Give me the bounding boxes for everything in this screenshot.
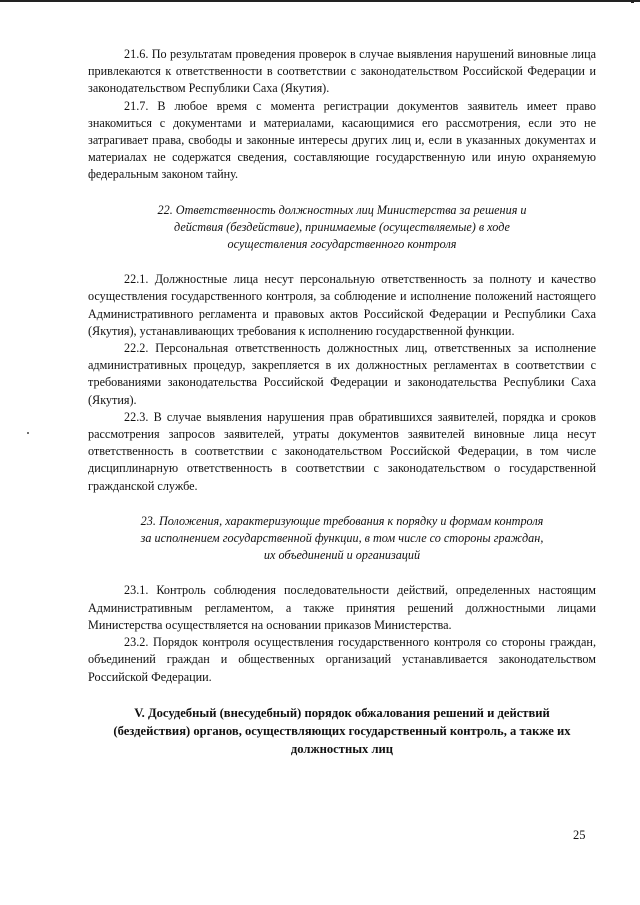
paragraph-22-3: 22.3. В случае выявления нарушения прав обратившихся заявителей, порядка и сроков рассмотрения запросов заявителей, утраты документов заявителей виновные лица несут ответственность в соответствии с законодательством Российской Федерации, в том числе дисциплинарную ответственность в соответствии с законодательством о государственной гражданской службе. bbox=[88, 409, 596, 493]
top-edge-rule bbox=[0, 0, 640, 2]
paragraph-21-7: 21.7. В любое время с момента регистрации документов заявитель имеет право знакомиться с документами и материалами, касающимися его рассмотрения, если это не затрагивает права, свободы и законные интересы других лиц и, если в указанных документах и материалах не содержатся сведения, составляющие государственную или иную охраняемую федеральным законом тайну. bbox=[88, 98, 596, 182]
section-23-heading: 23. Положения, характеризующие требования к порядку и формам контроля за исполнением государственной функции, в том числе со стороны граждан, их объединений и организаций bbox=[140, 513, 544, 563]
section-v-heading: V. Досудебный (внесудебный) порядок обжалования решений и действий (бездействия) органов, осуществляющих государственный контроль, а также их должностных лиц bbox=[113, 705, 571, 756]
page-number: 25 bbox=[573, 828, 586, 842]
paragraph-23-2: 23.2. Порядок контроля осуществления государственного контроля со стороны граждан, объединений граждан и общественных организаций устанавливается законодательством Российской Федерации. bbox=[88, 635, 596, 684]
document-page bbox=[88, 46, 596, 758]
paragraph-21-6: 21.6. По результатам проведения проверок в случае выявления нарушений виновные лица привлекаются к ответственности в соответствии с законодательством Российской Федерации и законодательством Республики Саха (Якутия). bbox=[88, 47, 596, 96]
paragraph-22-2: 22.2. Персональная ответственность должностных лиц, ответственных за исполнение административных процедур, закрепляется в их должностных регламентах в соответствии с требованиями законодательства Российской Федерации и законодательства Республики Саха (Якутия). bbox=[88, 341, 596, 407]
paragraph-23-1: 23.1. Контроль соблюдения последовательности действий, определенных настоящим Административным регламентом, а также принятия решений должностными лицами Министерства осуществляется на основании приказов Министерства. bbox=[88, 583, 596, 632]
scan-mark bbox=[631, 0, 634, 3]
section-22-heading: 22. Ответственность должностных лиц Министерства за решения и действия (бездействие), принимаемые (осуществляемые) в ходе осуществления государственного контроля bbox=[157, 202, 527, 252]
paragraph-22-1: 22.1. Должностные лица несут персональную ответственность за полноту и качество осуществления государственного контроля, за соблюдение и исполнение положений настоящего Административного регламента и правовых актов Российской Федерации и Республики Саха (Якутия), устанавливающих требования к исполнению государственной функции. bbox=[88, 272, 596, 338]
margin-mark bbox=[27, 432, 29, 434]
